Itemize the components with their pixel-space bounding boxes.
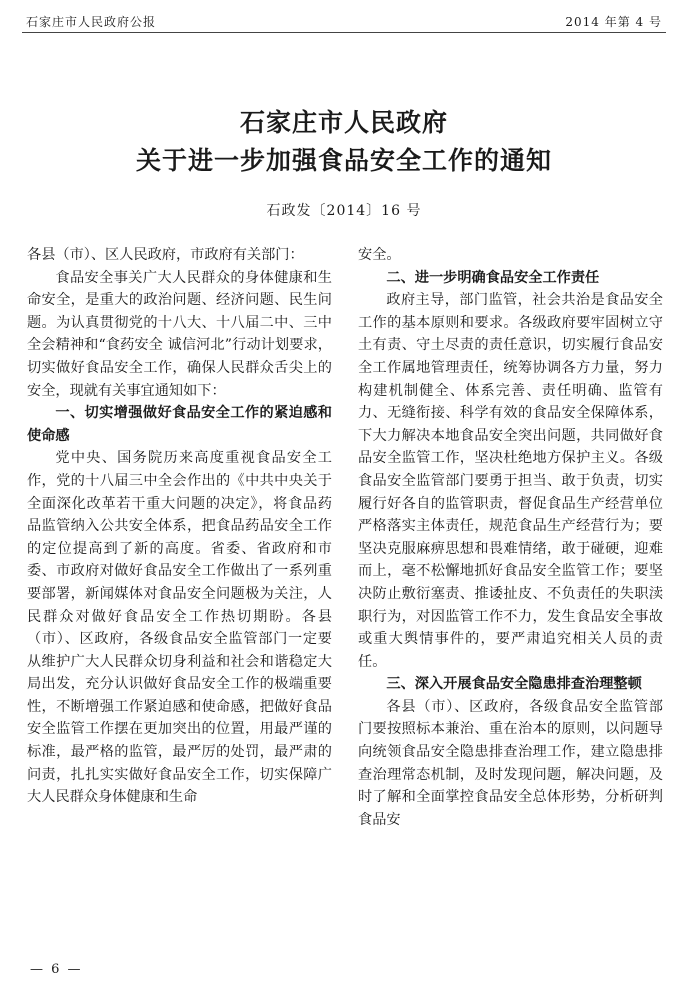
section-1-heading: 一、切实增强做好食品安全工作的紧迫感和使命感	[27, 405, 332, 444]
page-header	[22, 10, 666, 33]
section-3-body: 各县（市）、区政府，各级食品安全监管部门要按照标本兼治、重在治本的原则，以问题导向统领食品安全隐患排查治理工作，建立隐患排查治理常态机制，及时发现问题，解决问题，及时了解和全面掌控食品安全总体形势，分析研判食品安	[358, 698, 663, 828]
issue-number: 2014 年第 4 号	[565, 15, 662, 29]
left-column	[27, 244, 332, 809]
intro-paragraph: 食品安全事关广大人民群众的身体健康和生命安全，是重大的政治问题、经济问题、民生问题。为认真贯彻党的十八大、十八届二中、三中全会精神和“食药安全 诚信河北”行动计划要求，切实做好食品安全工作，确保人民群众舌尖上的安全，现就有关事宜通知如下：	[27, 269, 332, 399]
title-line-2: 关于进一步加强食品安全工作的通知	[135, 146, 552, 175]
continuation-text: 安全。	[358, 247, 401, 263]
document-title	[0, 104, 688, 180]
page-number: — 6 —	[30, 962, 83, 977]
section-1-body: 党中央、国务院历来高度重视食品安全工作，党的十八届三中全会作出的《中共中央关于全面深化改革若干重大问题的决定》，将食品药品监管纳入公共安全体系，把食品药品安全工作的定位提高到了新的高度。省委、省政府和市委、市政府对做好食品安全工作做出了一系列重要部署，新闻媒体对食品安全问题极为关注，人民群众对做好食品安全工作热切期盼。各县（市）、区政府，各级食品安全监管部门一定要从维护广大人民群众切身利益和社会和谐稳定大局出发，充分认识做好食品安全工作的极端重要性，不断增强工作紧迫感和使命感，把做好食品安全监管工作摆在更加突出的位置，用最严谨的标准，最严格的监管，最严厉的处罚，最严肃的问责，扎扎实实做好食品安全工作，切实保障广大人民群众身体健康和生命	[27, 450, 332, 806]
salutation: 各县（市）、区人民政府，市政府有关部门：	[27, 247, 304, 263]
section-3-heading: 三、深入开展食品安全隐患排查治理整顿	[386, 676, 642, 693]
title-line-1: 石家庄市人民政府	[239, 108, 448, 137]
publication-name: 石家庄市人民政府公报	[26, 15, 157, 29]
right-column	[358, 244, 663, 831]
document-number: 石政发〔2014〕16 号	[266, 203, 422, 219]
section-2-body: 政府主导，部门监管，社会共治是食品安全工作的基本原则和要求。各级政府要牢固树立守土有责、守土尽责的责任意识，切实履行食品安全工作属地管理责任，统筹协调各方力量，努力构建机制健全、体系完善、责任明确、监管有力、无缝衔接、科学有效的食品安全保障体系，下大力解决本地食品安全突出问题，共同做好食品安全监管工作，坚决杜绝地方保护主义。各级食品安全监管部门要勇于担当、敢于负责，切实履行好各自的监管职责，督促食品生产经营单位严格落实主体责任，规范食品生产经营行为；要坚决克服麻痹思想和畏难情绪，敢于碰硬，迎难而上，毫不松懈地抓好食品安全监管工作；要坚决防止敷衍塞责、推诿扯皮、不负责任的失职渎职行为，对因监管工作不力，发生食品安全事故或重大舆情事件的，要严肃追究相关人员的责任。	[358, 292, 663, 670]
section-2-heading: 二、进一步明确食品安全工作责任	[386, 269, 600, 286]
